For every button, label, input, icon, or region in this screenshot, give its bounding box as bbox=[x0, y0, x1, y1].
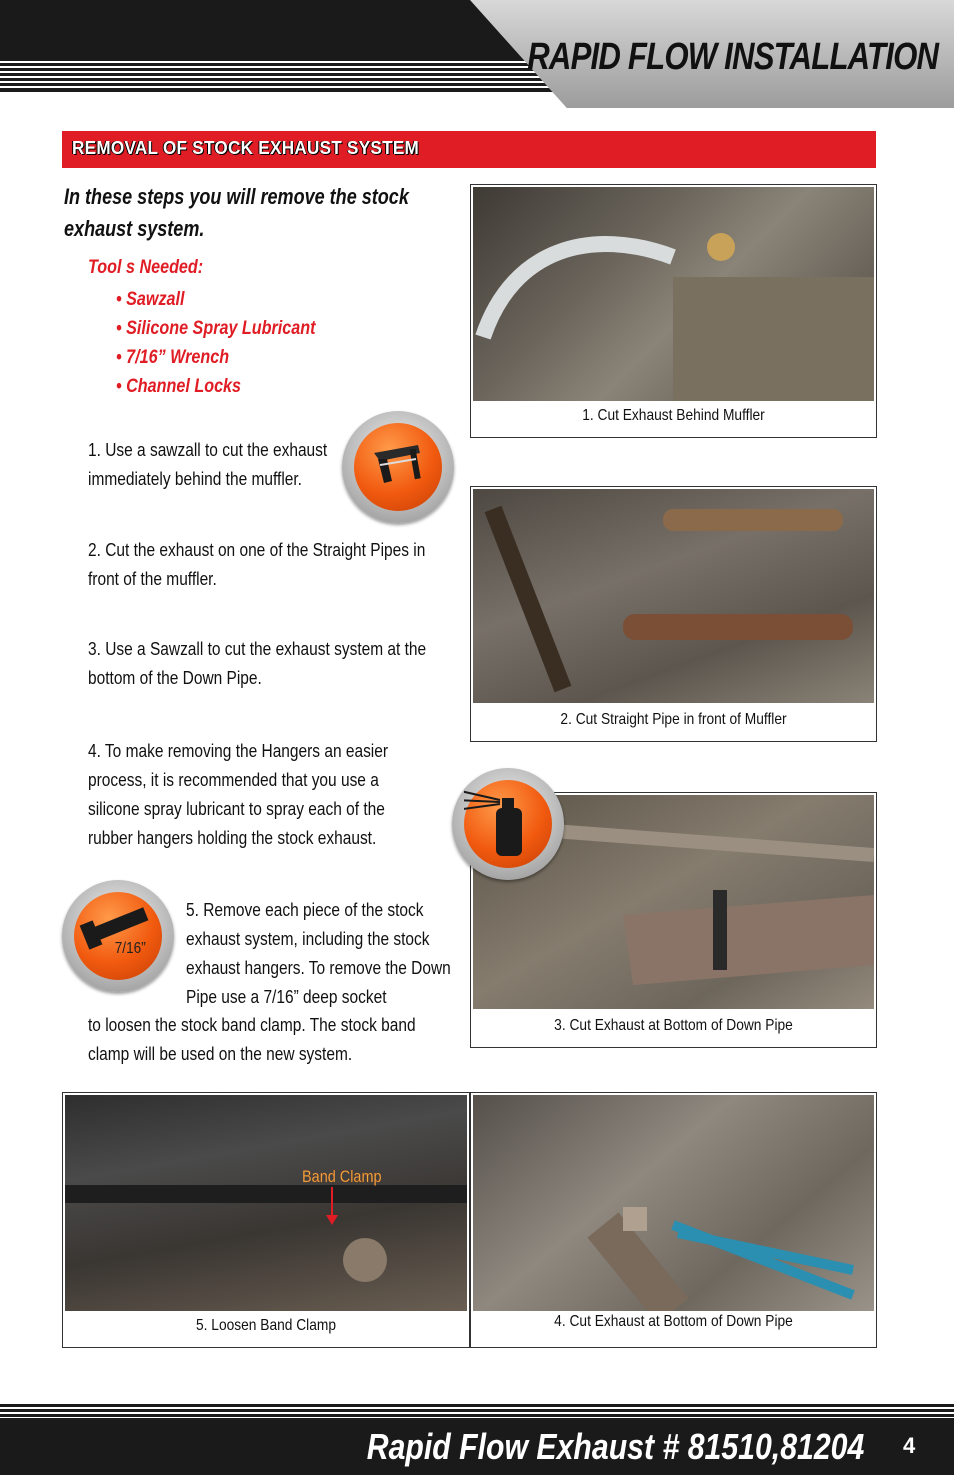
list-item: • Silicone Spray Lubricant bbox=[116, 318, 316, 339]
list-item: • Channel Locks bbox=[116, 376, 242, 397]
photo-caption: 5. Loosen Band Clamp bbox=[196, 1317, 336, 1334]
channel-locks-photo bbox=[473, 1095, 874, 1311]
footer-stripes bbox=[0, 1404, 954, 1418]
list-item: • Sawzall bbox=[116, 289, 185, 310]
intro-text: In these steps you will remove the stock exhaust system. bbox=[64, 184, 409, 241]
footer-title: Rapid Flow Exhaust # 81510,81204 bbox=[366, 1426, 864, 1467]
tools-heading: Tool s Needed: bbox=[88, 257, 204, 278]
photo-1 bbox=[470, 184, 877, 438]
engine-bay-photo bbox=[65, 1095, 467, 1311]
saw-icon bbox=[342, 411, 454, 523]
photo-caption: 4. Cut Exhaust at Bottom of Down Pipe bbox=[554, 1313, 793, 1330]
wrench-size-label: 7/16” bbox=[114, 940, 146, 957]
spray-can-icon bbox=[452, 768, 564, 880]
step-5-continued-text: to loosen the stock band clamp. The stock band clamp will be used on the new system. bbox=[88, 1015, 416, 1064]
step-5-text: 5. Remove each piece of the stock exhaust system, including the stock exhaust hangers. To remove the Down Pipe use a 7/16” deep socket bbox=[186, 900, 451, 1007]
step-4-text: 4. To make removing the Hangers an easier process, it is recommended that you use a silicone spray lubricant to spray each of the rubber hangers holding the stock exhaust. bbox=[88, 741, 389, 848]
section-title: REMOVAL OF STOCK EXHAUST SYSTEM bbox=[72, 138, 420, 158]
photo-2 bbox=[470, 486, 877, 742]
page-title: RAPID FLOW INSTALLATION bbox=[527, 36, 938, 78]
photo-5 bbox=[62, 1092, 470, 1348]
photo-caption: 3. Cut Exhaust at Bottom of Down Pipe bbox=[554, 1017, 793, 1034]
step-3-text: 3. Use a Sawzall to cut the exhaust system at the bottom of the Down Pipe. bbox=[88, 639, 427, 688]
wrench-icon bbox=[62, 880, 174, 992]
straight-pipe-photo bbox=[473, 489, 874, 703]
page-number: 4 bbox=[903, 1433, 916, 1458]
step-2-text: 2. Cut the exhaust on one of the Straight Pipes in front of the muffler. bbox=[88, 540, 426, 589]
tools-list bbox=[116, 285, 351, 401]
photo-caption: 1. Cut Exhaust Behind Muffler bbox=[582, 407, 765, 424]
photo-4 bbox=[470, 1092, 877, 1348]
photo-caption: 2. Cut Straight Pipe in front of Muffler bbox=[560, 711, 787, 728]
band-clamp-label: Band Clamp bbox=[302, 1167, 382, 1186]
step-1-text: 1. Use a sawzall to cut the exhaust immediately behind the muffler. bbox=[88, 440, 328, 489]
section-banner bbox=[62, 131, 876, 168]
header-stripes bbox=[0, 58, 560, 88]
muffler-photo bbox=[473, 187, 874, 401]
list-item: • 7/16” Wrench bbox=[116, 347, 230, 368]
